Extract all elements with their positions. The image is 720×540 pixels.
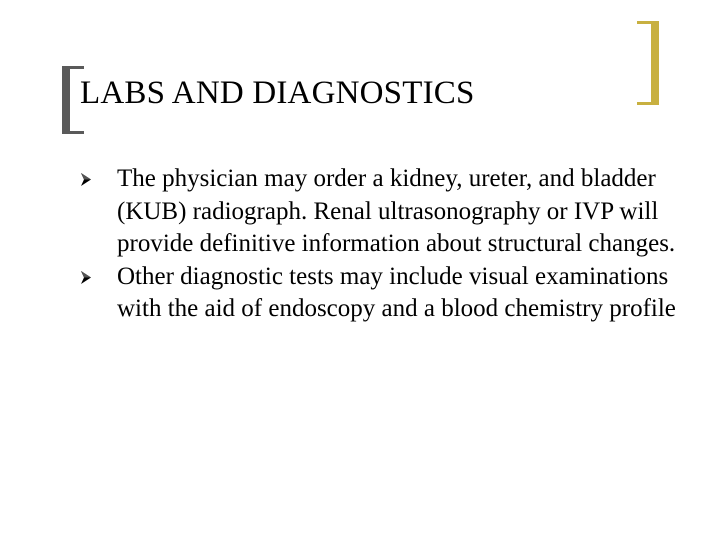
bullet-item	[80, 261, 680, 326]
slide-title: LABS AND DIAGNOSTICS	[80, 75, 475, 111]
right-bracket-vertical	[651, 21, 659, 105]
bullet-item	[80, 163, 680, 261]
left-bracket-bottom-serif	[62, 131, 84, 134]
right-bracket-top-serif	[637, 21, 659, 24]
bullet-text: The physician may order a kidney, ureter, and bladder (KUB) radiograph. Renal ultrasonography or IVP will provide definitive information about structural changes.	[117, 165, 676, 257]
left-bracket-top-serif	[62, 66, 84, 69]
left-bracket-vertical	[62, 66, 70, 134]
bullet-text: Other diagnostic tests may include visual examinations with the aid of endoscopy and a blood chemistry profile	[117, 262, 676, 322]
right-bracket-bottom-serif	[637, 102, 659, 105]
arrowhead-bullet-icon	[80, 271, 92, 284]
bullet-list	[80, 163, 680, 326]
arrowhead-bullet-icon	[80, 173, 92, 186]
